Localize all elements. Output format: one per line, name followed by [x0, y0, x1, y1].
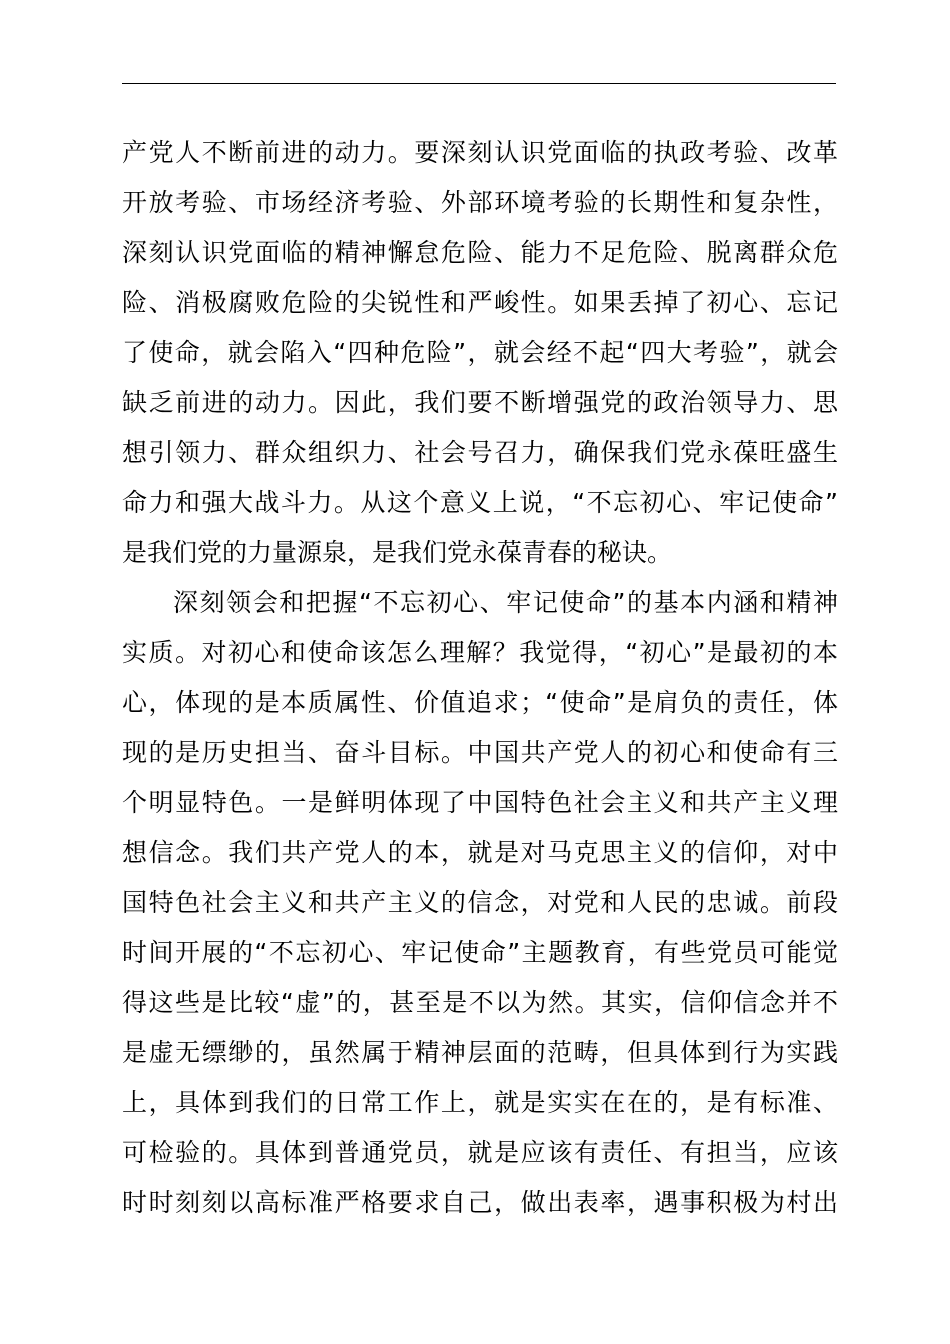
text-line: 险、消极腐败危险的尖锐性和严峻性。如果丢掉了初心、忘记 — [122, 288, 838, 317]
text-line: 实质。对初心和使命该怎么理解？我觉得，“初心”是最初的本 — [122, 638, 838, 667]
text-line: 深刻认识党面临的精神懈怠危险、能力不足危险、脱离群众危 — [122, 238, 838, 267]
text-line: 想引领力、群众组织力、社会号召力，确保我们党永葆旺盛生 — [122, 438, 838, 467]
paragraph-2 — [122, 578, 838, 1228]
text-line: 深刻领会和把握“不忘初心、牢记使命”的基本内涵和精神 — [173, 588, 838, 617]
text-line: 是虚无缥缈的，虽然属于精神层面的范畴，但具体到行为实践 — [122, 1038, 838, 1067]
text-line: 开放考验、市场经济考验、外部环境考验的长期性和复杂性， — [122, 188, 838, 217]
text-line: 时间开展的“不忘初心、牢记使命”主题教育，有些党员可能觉 — [122, 938, 838, 967]
text-line: 得这些是比较“虚”的，甚至是不以为然。其实，信仰信念并不 — [122, 988, 838, 1017]
text-line: 缺乏前进的动力。因此，我们要不断增强党的政治领导力、思 — [122, 388, 838, 417]
paragraph-1 — [122, 128, 838, 578]
text-line: 个明显特色。一是鲜明体现了中国特色社会主义和共产主义理 — [122, 788, 838, 817]
text-line: 了使命，就会陷入“四种危险”，就会经不起“四大考验”，就会 — [122, 338, 838, 367]
text-line: 时时刻刻以高标准严格要求自己，做出表率，遇事积极为村出 — [122, 1188, 838, 1217]
text-line: 现的是历史担当、奋斗目标。中国共产党人的初心和使命有三 — [122, 738, 838, 767]
text-line: 命力和强大战斗力。从这个意义上说，“不忘初心、牢记使命” — [122, 488, 838, 517]
header-rule — [122, 83, 836, 84]
document-body — [122, 128, 838, 1228]
text-line: 是我们党的力量源泉，是我们党永葆青春的秘诀。 — [122, 538, 673, 567]
text-line: 想信念。我们共产党人的本，就是对马克思主义的信仰，对中 — [122, 838, 838, 867]
text-line: 心，体现的是本质属性、价值追求；“使命”是肩负的责任，体 — [122, 688, 838, 717]
text-line: 国特色社会主义和共产主义的信念，对党和人民的忠诚。前段 — [122, 888, 838, 917]
text-line: 可检验的。具体到普通党员，就是应该有责任、有担当，应该 — [122, 1138, 838, 1167]
text-line: 产党人不断前进的动力。要深刻认识党面临的执政考验、改革 — [122, 138, 838, 167]
text-line: 上，具体到我们的日常工作上，就是实实在在的，是有标准、 — [122, 1088, 838, 1117]
